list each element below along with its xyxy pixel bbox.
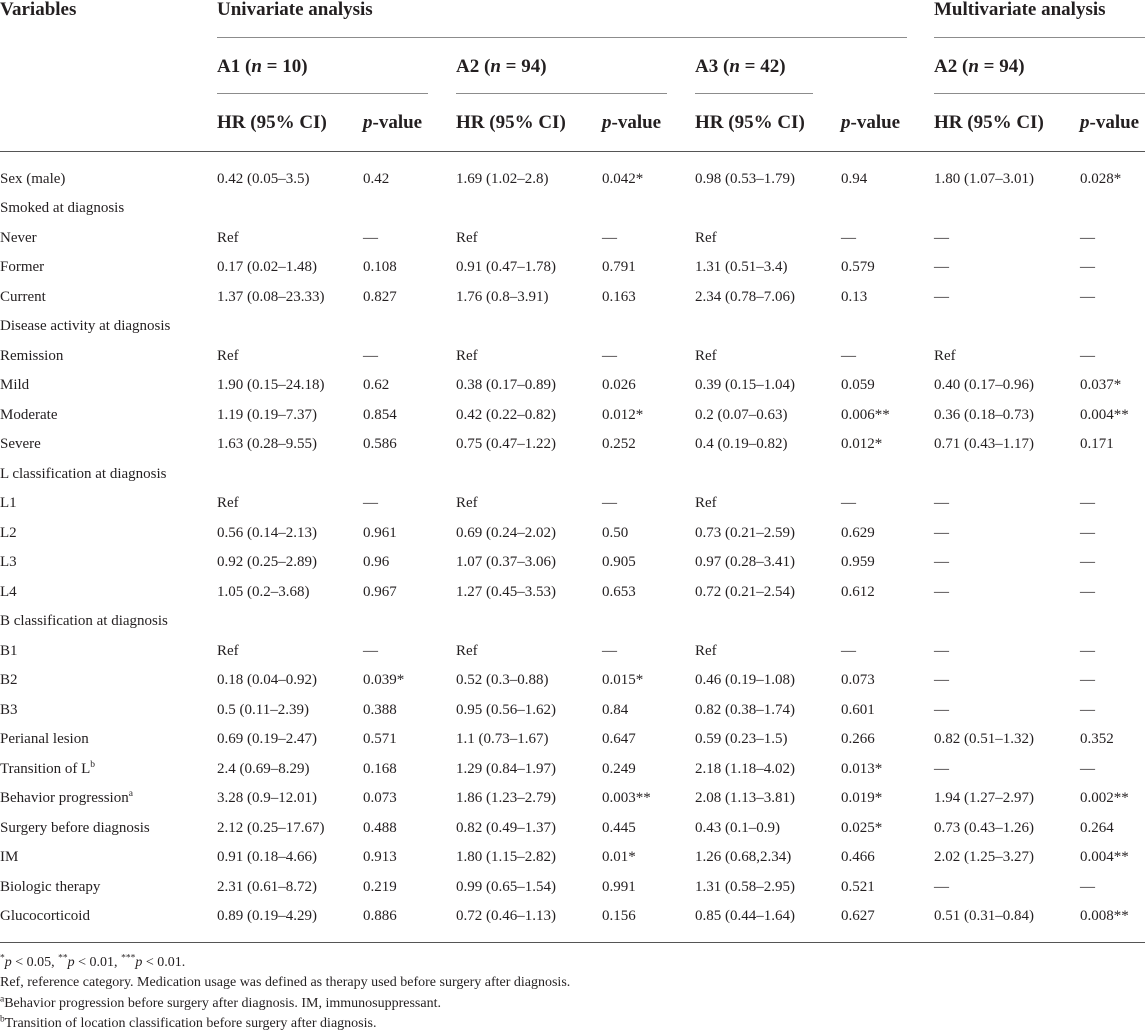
table-row <box>0 312 1145 341</box>
a2-hr: Ref <box>456 642 478 659</box>
row-label: Remission <box>0 347 64 364</box>
multi-hr: — <box>934 642 949 659</box>
multi-hr: — <box>934 583 949 600</box>
a3-p: 0.012* <box>841 436 883 452</box>
a2-hr: 0.75 (0.47–1.22) <box>456 436 556 452</box>
variables-heading: Variables <box>0 0 77 20</box>
univariate-underline <box>217 37 907 38</box>
a2-p: — <box>602 229 617 246</box>
a2-hr: 0.52 (0.3–0.88) <box>456 672 549 688</box>
a1-hr: Ref <box>217 229 239 246</box>
a2-hr: 0.69 (0.24–2.02) <box>456 524 556 541</box>
a2-hr: 1.07 (0.37–3.06) <box>456 554 556 570</box>
a1-hr: 0.5 (0.11–2.39) <box>217 701 309 718</box>
a3-hr: 1.31 (0.51–3.4) <box>695 259 788 275</box>
a1-hr: 0.91 (0.18–4.66) <box>217 849 317 865</box>
a3-hr: 0.82 (0.38–1.74) <box>695 701 795 718</box>
a3-p: — <box>841 642 856 659</box>
multi-hr: — <box>934 495 949 511</box>
row-label: Glucocorticoid <box>0 908 90 924</box>
row-label: B1 <box>0 642 18 659</box>
a3-p: — <box>841 347 856 364</box>
a3-hr: 0.43 (0.1–0.9) <box>695 819 780 836</box>
a1-p: 0.571 <box>363 731 397 747</box>
a3-p: 0.466 <box>841 849 875 865</box>
a1-p: 0.586 <box>363 436 397 452</box>
multi-p: — <box>1080 672 1095 688</box>
a3-p: 0.521 <box>841 878 875 895</box>
row-label: Current <box>0 288 46 305</box>
a2-p: — <box>602 642 617 659</box>
a1-hr: 1.63 (0.28–9.55) <box>217 436 317 452</box>
a3-p: — <box>841 229 856 246</box>
a2-hr: 0.82 (0.49–1.37) <box>456 819 556 836</box>
a3-hr: 0.98 (0.53–1.79) <box>695 170 795 187</box>
a1-p: — <box>363 229 378 246</box>
a2-hr: 0.38 (0.17–0.89) <box>456 377 556 393</box>
a3-hr: 2.18 (1.18–4.02) <box>695 760 795 777</box>
group-a3-heading: A3 (n = 42) <box>695 56 786 77</box>
a2-hr: 0.72 (0.46–1.13) <box>456 908 556 924</box>
table-bottom-rule <box>0 942 1145 943</box>
a2-p: 0.042* <box>602 170 644 187</box>
multi-p: — <box>1080 583 1095 600</box>
a1-p: 0.039* <box>363 672 405 688</box>
row-label: Severe <box>0 436 41 452</box>
a2-p: 0.012* <box>602 406 644 423</box>
multi-p: — <box>1080 259 1095 275</box>
a3-hr: Ref <box>695 347 717 364</box>
a2-hr: 1.86 (1.23–2.79) <box>456 790 556 806</box>
a2-p: 0.252 <box>602 436 636 452</box>
a2-p: 0.647 <box>602 731 636 747</box>
a1-hr: 2.12 (0.25–17.67) <box>217 819 325 836</box>
a1-hr: 0.56 (0.14–2.13) <box>217 524 317 541</box>
multi-hr: 1.80 (1.07–3.01) <box>934 170 1034 187</box>
row-label: Former <box>0 259 45 275</box>
a1-hr: Ref <box>217 495 239 511</box>
hr-heading-a3: HR (95% CI) <box>695 112 805 133</box>
a3-p: 0.019* <box>841 790 883 806</box>
a1-hr: 2.4 (0.69–8.29) <box>217 760 310 777</box>
a2-p: — <box>602 495 617 511</box>
a3-hr: 0.73 (0.21–2.59) <box>695 524 795 541</box>
a1-hr: 0.89 (0.19–4.29) <box>217 908 317 924</box>
a3-p: 0.601 <box>841 701 875 718</box>
row-label: B2 <box>0 672 18 688</box>
a1-hr: Ref <box>217 642 239 659</box>
multi-p: — <box>1080 288 1095 305</box>
a2-hr: Ref <box>456 495 478 511</box>
footnote-b: $^b$Transition of location classification before surgery after diagnosis. <box>0 1014 377 1031</box>
multi-hr: 0.82 (0.51–1.32) <box>934 731 1034 747</box>
a1-p: 0.108 <box>363 259 397 275</box>
a1-p: 0.168 <box>363 760 397 777</box>
row-label: Smoked at diagnosis <box>0 200 125 216</box>
multi-p: — <box>1080 229 1095 246</box>
table-row <box>0 194 1145 223</box>
a2-hr: 1.29 (0.84–1.97) <box>456 760 556 777</box>
table-row <box>0 519 1145 548</box>
table-row <box>0 814 1145 843</box>
table-row <box>0 430 1145 459</box>
a2-p: 0.156 <box>602 908 636 924</box>
a3-p: 0.959 <box>841 554 875 570</box>
table-row <box>0 578 1145 607</box>
multi-hr: 0.36 (0.18–0.73) <box>934 406 1034 423</box>
row-label: Surgery before diagnosis <box>0 819 150 836</box>
multi-hr: 0.71 (0.43–1.17) <box>934 436 1034 452</box>
multi-p: 0.171 <box>1080 436 1114 452</box>
reference-footnote: Ref, reference category. Medication usage was defined as therapy used before surgery after diagnosis. <box>0 975 571 991</box>
a1-p: — <box>363 642 378 659</box>
a3-p: 0.073 <box>841 672 875 688</box>
a3-hr: 0.39 (0.15–1.04) <box>695 377 795 393</box>
a1-hr: 1.19 (0.19–7.37) <box>217 406 317 423</box>
row-label: IM <box>0 849 19 865</box>
hr-heading-multivariate: HR (95% CI) <box>934 112 1044 133</box>
table-row <box>0 784 1145 813</box>
p-heading-a1: p-value <box>363 112 423 133</box>
a3-hr: 2.08 (1.13–3.81) <box>695 790 795 806</box>
a3-p: 0.94 <box>841 170 868 187</box>
a3-p: 0.627 <box>841 908 875 924</box>
a2-hr: 1.27 (0.45–3.53) <box>456 583 556 600</box>
hr-heading-a2: HR (95% CI) <box>456 112 566 133</box>
a2-p: 0.026 <box>602 377 636 393</box>
a3-hr: Ref <box>695 229 717 246</box>
a3-hr: 0.59 (0.23–1.5) <box>695 731 788 747</box>
row-label: Disease activity at diagnosis <box>0 318 171 334</box>
group-a2-multivariate-underline <box>934 93 1145 94</box>
a2-p: 0.003** <box>602 790 651 806</box>
table-row <box>0 371 1145 400</box>
multi-hr: — <box>934 524 949 541</box>
multi-p: 0.028* <box>1080 170 1122 187</box>
p-heading-a2: p-value <box>602 112 662 133</box>
a2-hr: 1.69 (1.02–2.8) <box>456 170 549 187</box>
table-row <box>0 283 1145 312</box>
multi-p: 0.037* <box>1080 377 1122 393</box>
a1-p: 0.42 <box>363 170 390 187</box>
table-row <box>0 253 1145 282</box>
a2-hr: 0.42 (0.22–0.82) <box>456 406 556 423</box>
a3-p: 0.629 <box>841 524 875 541</box>
table-row <box>0 666 1145 695</box>
group-a1-underline <box>217 93 428 94</box>
a1-p: 0.854 <box>363 406 397 423</box>
group-a1-heading: A1 (n = 10) <box>217 56 308 77</box>
multi-hr: — <box>934 878 949 895</box>
a2-p: 0.249 <box>602 760 636 777</box>
p-heading-multivariate: p-value <box>1080 112 1140 133</box>
multi-hr: — <box>934 760 949 777</box>
row-label: Never <box>0 229 37 246</box>
a3-p: 0.612 <box>841 583 875 600</box>
row-label: L classification at diagnosis <box>0 465 167 482</box>
a2-hr: 1.76 (0.8–3.91) <box>456 288 549 305</box>
multi-hr: 2.02 (1.25–3.27) <box>934 849 1034 865</box>
a1-p: 0.913 <box>363 849 397 865</box>
multi-p: 0.002** <box>1080 790 1129 806</box>
a3-p: 0.579 <box>841 259 875 275</box>
multi-p: 0.004** <box>1080 406 1129 423</box>
a3-hr: 0.97 (0.28–3.41) <box>695 554 795 570</box>
a1-hr: 1.05 (0.2–3.68) <box>217 583 310 600</box>
group-a2-multivariate-heading: A2 (n = 94) <box>934 56 1025 77</box>
row-label: Mild <box>0 377 30 393</box>
table-row <box>0 696 1145 725</box>
multi-p: — <box>1080 760 1095 777</box>
multi-hr: 1.94 (1.27–2.97) <box>934 790 1034 806</box>
a1-p: 0.388 <box>363 701 397 718</box>
multi-p: 0.008** <box>1080 908 1129 924</box>
a1-hr: Ref <box>217 347 239 364</box>
table-row <box>0 342 1145 371</box>
multi-hr: — <box>934 701 949 718</box>
multi-p: — <box>1080 642 1095 659</box>
table-row <box>0 489 1145 518</box>
row-label: Behavior progression$^a$ <box>0 789 133 806</box>
row-label: Sex (male) <box>0 170 66 187</box>
table-row <box>0 401 1145 430</box>
a1-hr: 2.31 (0.61–8.72) <box>217 878 317 895</box>
a2-p: 0.653 <box>602 583 636 600</box>
row-label: Moderate <box>0 406 58 423</box>
row-label: L3 <box>0 554 17 570</box>
multi-p: 0.004** <box>1080 849 1129 865</box>
a3-hr: 0.46 (0.19–1.08) <box>695 672 795 688</box>
a1-p: 0.961 <box>363 524 397 541</box>
a1-p: 0.967 <box>363 583 397 600</box>
univariate-heading: Univariate analysis <box>217 0 373 20</box>
a3-hr: 0.2 (0.07–0.63) <box>695 406 788 423</box>
a3-hr: Ref <box>695 495 717 511</box>
footnote-a: $^a$Behavior progression before surgery after diagnosis. IM, immunosuppressant. <box>0 993 441 1011</box>
a3-p: — <box>841 495 856 511</box>
multi-p: 0.264 <box>1080 819 1114 836</box>
multi-hr: — <box>934 259 949 275</box>
row-label: Biologic therapy <box>0 878 101 895</box>
a2-p: — <box>602 347 617 364</box>
hr-heading-a1: HR (95% CI) <box>217 112 327 133</box>
a2-p: 0.50 <box>602 524 629 541</box>
a3-hr: Ref <box>695 642 717 659</box>
a2-p: 0.905 <box>602 554 636 570</box>
multi-p: — <box>1080 878 1095 895</box>
multi-hr: Ref <box>934 347 956 364</box>
table-row <box>0 637 1145 666</box>
multi-p: — <box>1080 347 1095 364</box>
a2-p: 0.84 <box>602 701 629 718</box>
row-label: L2 <box>0 524 17 541</box>
a2-p: 0.01* <box>602 849 636 865</box>
a1-p: 0.62 <box>363 377 390 393</box>
table-row <box>0 607 1145 636</box>
multi-p: — <box>1080 495 1095 511</box>
multivariate-underline <box>934 37 1145 38</box>
table-row <box>0 165 1145 194</box>
a1-p: 0.96 <box>363 554 390 570</box>
a3-p: 0.025* <box>841 819 883 836</box>
multi-p: — <box>1080 554 1095 570</box>
table-row <box>0 902 1145 931</box>
multi-p: — <box>1080 524 1095 541</box>
header-bottom-rule <box>0 151 1145 152</box>
a2-hr: 1.80 (1.15–2.82) <box>456 849 556 865</box>
table-row <box>0 843 1145 872</box>
a1-hr: 0.18 (0.04–0.92) <box>217 672 317 688</box>
multi-hr: — <box>934 229 949 246</box>
footnotes <box>0 953 570 1034</box>
row-label: Transition of $L^b$ <box>0 759 96 777</box>
row-label: L1 <box>0 495 17 511</box>
row-label: L4 <box>0 583 17 600</box>
a2-hr: Ref <box>456 347 478 364</box>
row-label: B classification at diagnosis <box>0 613 168 629</box>
a2-p: 0.445 <box>602 819 636 836</box>
a2-hr: 0.99 (0.65–1.54) <box>456 878 556 895</box>
a3-p: 0.006** <box>841 406 890 423</box>
a1-hr: 3.28 (0.9–12.01) <box>217 790 317 806</box>
row-label: Perianal lesion <box>0 731 89 747</box>
a2-hr: Ref <box>456 229 478 246</box>
a3-p: 0.266 <box>841 731 875 747</box>
a3-hr: 1.31 (0.58–2.95) <box>695 878 795 895</box>
a2-p: 0.991 <box>602 878 636 895</box>
multi-p: 0.352 <box>1080 731 1114 747</box>
a2-p: 0.163 <box>602 288 636 305</box>
a3-hr: 1.26 (0.68,2.34) <box>695 849 792 865</box>
a3-p: 0.13 <box>841 288 868 305</box>
multi-hr: — <box>934 672 949 688</box>
a1-hr: 0.42 (0.05–3.5) <box>217 170 310 187</box>
significance-footnote: *p < 0.05, **p < 0.01, ***p < 0.01. <box>0 953 186 970</box>
a1-hr: 0.92 (0.25–2.89) <box>217 554 317 570</box>
group-a2-heading: A2 (n = 94) <box>456 56 547 77</box>
multi-hr: 0.73 (0.43–1.26) <box>934 819 1034 836</box>
a1-hr: 0.17 (0.02–1.48) <box>217 259 317 275</box>
a3-p: 0.059 <box>841 377 875 393</box>
a3-hr: 0.85 (0.44–1.64) <box>695 908 795 924</box>
a2-hr: 0.95 (0.56–1.62) <box>456 701 556 718</box>
multi-hr: 0.51 (0.31–0.84) <box>934 908 1034 924</box>
a1-p: 0.073 <box>363 790 397 806</box>
a3-hr: 2.34 (0.78–7.06) <box>695 288 795 305</box>
table-row <box>0 873 1145 902</box>
a3-p: 0.013* <box>841 760 883 777</box>
a1-p: 0.488 <box>363 819 397 836</box>
multi-hr: 0.40 (0.17–0.96) <box>934 377 1034 393</box>
table-row <box>0 548 1145 577</box>
multi-hr: — <box>934 554 949 570</box>
a2-hr: 1.1 (0.73–1.67) <box>456 731 549 747</box>
a2-p: 0.791 <box>602 259 636 275</box>
multi-hr: — <box>934 288 949 305</box>
a3-hr: 0.72 (0.21–2.54) <box>695 583 795 600</box>
a1-p: 0.886 <box>363 908 397 924</box>
table-row <box>0 725 1145 754</box>
table-row <box>0 460 1145 489</box>
a2-p: 0.015* <box>602 672 644 688</box>
a1-hr: 1.90 (0.15–24.18) <box>217 377 325 393</box>
a1-p: 0.219 <box>363 878 397 895</box>
row-label: B3 <box>0 701 18 718</box>
a1-p: 0.827 <box>363 288 397 305</box>
a1-p: — <box>363 495 378 511</box>
a1-hr: 1.37 (0.08–23.33) <box>217 288 325 305</box>
a2-hr: 0.91 (0.47–1.78) <box>456 259 556 275</box>
a1-hr: 0.69 (0.19–2.47) <box>217 731 317 747</box>
group-a3-underline <box>695 93 813 94</box>
multi-p: — <box>1080 701 1095 718</box>
table-row <box>0 224 1145 253</box>
a3-hr: 0.4 (0.19–0.82) <box>695 436 788 452</box>
a1-p: — <box>363 347 378 364</box>
multivariate-heading: Multivariate analysis <box>934 0 1106 20</box>
p-heading-a3: p-value <box>841 112 901 133</box>
table-row <box>0 755 1145 784</box>
group-a2-underline <box>456 93 667 94</box>
